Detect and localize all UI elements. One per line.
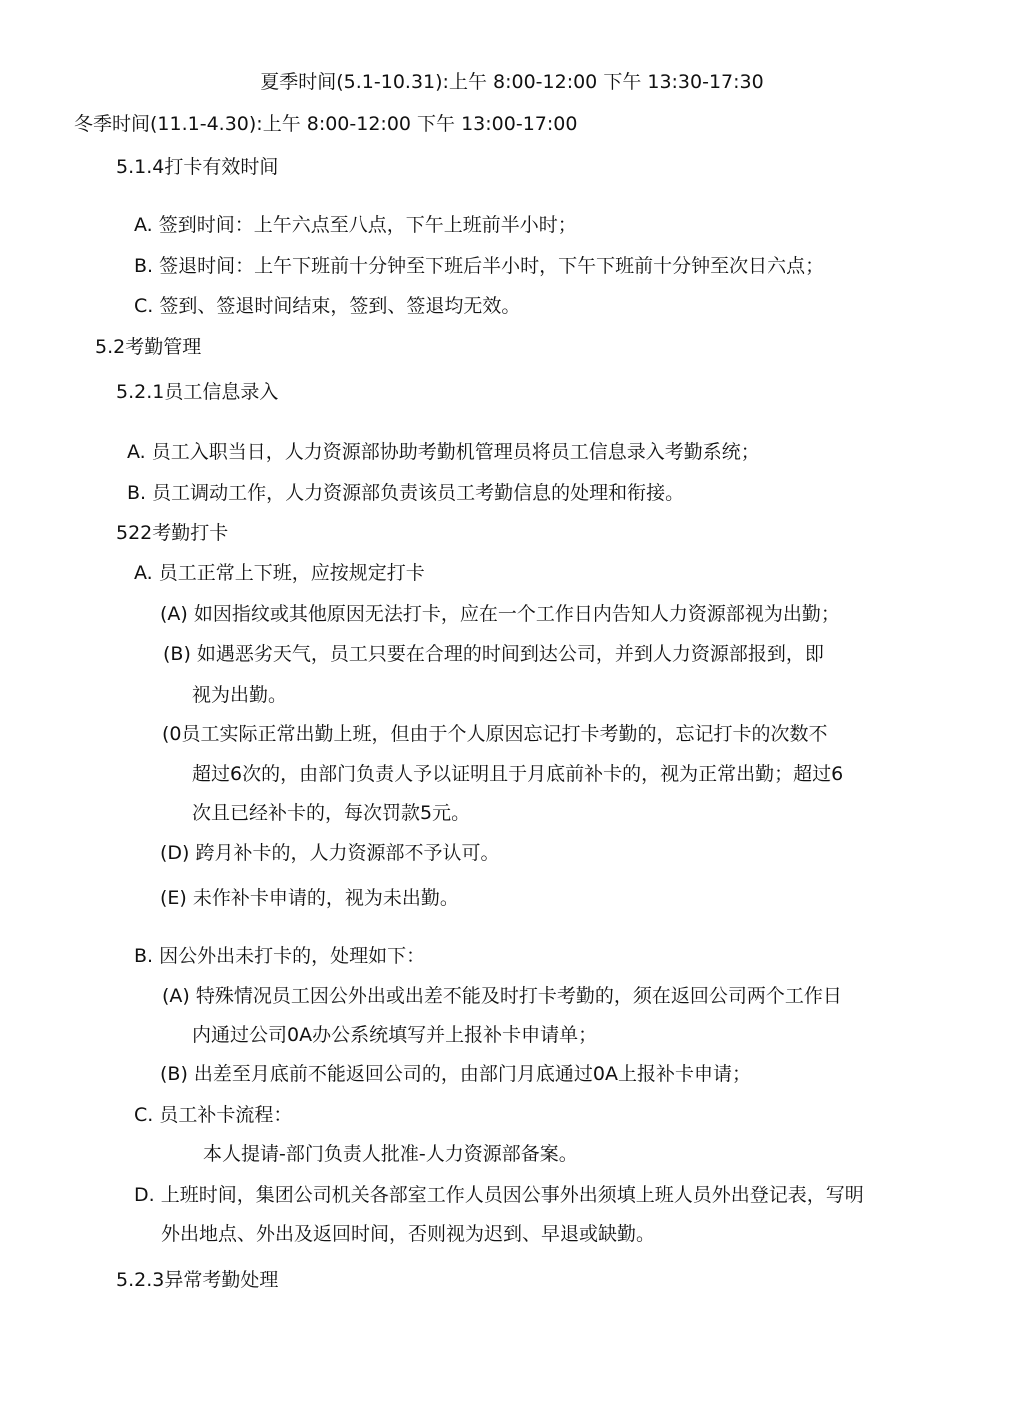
list-item-continuation: 视为出勤。 <box>192 684 288 706</box>
list-item: C. 签到、签退时间结束，签到、签退均无效。 <box>134 295 521 317</box>
list-item: B. 员工调动工作，人力资源部负责该员工考勤信息的处理和衔接。 <box>127 482 685 504</box>
section-heading-5-2: 5.2考勤管理 <box>95 336 202 358</box>
section-heading-5-2-2: 522考勤打卡 <box>116 522 229 544</box>
list-item: (D) 跨月补卡的，人力资源部不予认可。 <box>160 842 500 864</box>
subsection-title-c: C. 员工补卡流程： <box>134 1104 293 1126</box>
list-item-continuation: 次且已经补卡的，每次罚款5元。 <box>192 802 471 824</box>
subsection-title-b: B. 因公外出未打卡的，处理如下： <box>134 945 426 967</box>
list-item: (E) 未作补卡申请的，视为未出勤。 <box>160 887 459 909</box>
list-item-continuation: 内通过公司0A办公系统填写并上报补卡申请单； <box>192 1024 598 1046</box>
section-heading-5-2-3: 5.2.3异常考勤处理 <box>116 1269 279 1291</box>
list-item: (A) 特殊情况员工因公外出或出差不能及时打卡考勤的，须在返回公司两个工作日 <box>162 985 842 1007</box>
list-item-continuation: 超过6次的，由部门负责人予以证明且于月底前补卡的，视为正常出勤；超过6 <box>192 763 844 785</box>
list-item: A. 员工入职当日，人力资源部协助考勤机管理员将员工信息录入考勤系统； <box>127 441 760 463</box>
subsection-d-line: 外出地点、外出及返回时间，否则视为迟到、早退或缺勤。 <box>161 1223 656 1245</box>
subsection-title-a: A. 员工正常上下班，应按规定打卡 <box>134 562 425 584</box>
list-item: A. 签到时间：上午六点至八点，下午上班前半小时； <box>134 214 577 236</box>
process-line: 本人提请-部门负责人批准-人力资源部备案。 <box>203 1143 578 1165</box>
section-heading-5-2-1: 5.2.1员工信息录入 <box>116 381 279 403</box>
list-item: B. 签退时间：上午下班前十分钟至下班后半小时，下午下班前十分钟至次日六点； <box>134 255 825 277</box>
section-heading-5-1-4: 5.1.4打卡有效时间 <box>116 156 279 178</box>
summer-time-line: 夏季时间(5.1-10.31):上午 8:00-12:00 下午 13:30-17:30 <box>260 71 764 93</box>
winter-time-line: 冬季时间(11.1-4.30):上午 8:00-12:00 下午 13:00-17:00 <box>74 113 578 135</box>
list-item: (A) 如因指纹或其他原因无法打卡，应在一个工作日内告知人力资源部视为出勤； <box>160 603 840 625</box>
list-item: (B) 如遇恶劣天气，员工只要在合理的时间到达公司，并到人力资源部报到，即 <box>163 643 824 665</box>
list-item: (0员工实际正常出勤上班，但由于个人原因忘记打卡考勤的，忘记打卡的次数不 <box>162 723 828 745</box>
subsection-d-line: D. 上班时间，集团公司机关各部室工作人员因公事外出须填上班人员外出登记表，写明 <box>134 1184 864 1206</box>
list-item: (B) 出差至月底前不能返回公司的，由部门月底通过0A上报补卡申请； <box>160 1063 751 1085</box>
